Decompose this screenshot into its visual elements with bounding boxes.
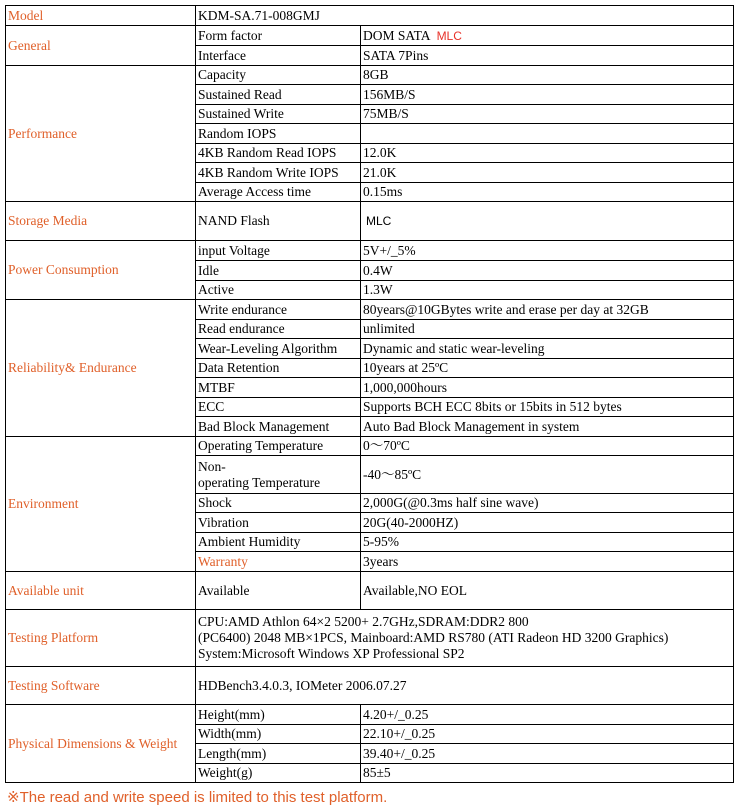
spec-value: Dynamic and static wear-leveling xyxy=(361,339,734,359)
spec-value xyxy=(361,26,734,46)
spec-value: unlimited xyxy=(361,320,734,339)
row-input-voltage xyxy=(6,241,734,261)
row-testing-software xyxy=(6,667,734,705)
category-model: Model xyxy=(6,6,196,26)
row-operating-temp xyxy=(6,437,734,456)
spec-label: Interface xyxy=(196,46,361,66)
category-testing-platform: Testing Platform xyxy=(6,610,196,667)
row-testing-platform xyxy=(6,610,734,667)
spec-label: Bad Block Management xyxy=(196,417,361,437)
row-height xyxy=(6,705,734,725)
spec-label: Sustained Read xyxy=(196,85,361,105)
spec-value: 1,000,000hours xyxy=(361,378,734,398)
spec-table xyxy=(5,5,734,783)
platform-line: (PC6400) 2048 MB×1PCS, Mainboard:AMD RS780 (ATI Radeon HD 3200 Graphics) xyxy=(198,630,669,645)
spec-value xyxy=(361,202,734,241)
spec-value: 8GB xyxy=(361,66,734,85)
nonop-label-line2: operating Temperature xyxy=(198,474,321,490)
spec-label: Random IOPS xyxy=(196,124,361,144)
spec-label: Capacity xyxy=(196,66,361,85)
spec-value: -40～85ºC xyxy=(361,456,734,494)
row-write-endurance xyxy=(6,300,734,320)
spec-value xyxy=(361,124,734,144)
spec-value: 4.20+/_0.25 xyxy=(361,705,734,725)
spec-value: 21.0K xyxy=(361,163,734,183)
spec-label: Shock xyxy=(196,494,361,513)
spec-label: Vibration xyxy=(196,513,361,533)
category-power: Power Consumption xyxy=(6,241,196,300)
platform-line: System:Microsoft Windows XP Professional SP2 xyxy=(198,646,465,661)
row-storage-media xyxy=(6,202,734,241)
spec-label: 4KB Random Read IOPS xyxy=(196,144,361,163)
mlc-tag: MLC xyxy=(436,28,462,43)
spec-value: Supports BCH ECC 8bits or 15bits in 512 bytes xyxy=(361,398,734,417)
spec-label: Idle xyxy=(196,261,361,281)
spec-label: MTBF xyxy=(196,378,361,398)
spec-label: Read endurance xyxy=(196,320,361,339)
spec-value: 0.4W xyxy=(361,261,734,281)
spec-value: 0～70ºC xyxy=(361,437,734,456)
warranty-value: 3years xyxy=(361,552,734,572)
spec-value: Available,NO EOL xyxy=(361,572,734,610)
platform-line: CPU:AMD Athlon 64×2 5200+ 2.7GHz,SDRAM:DDR2 800 xyxy=(198,614,529,629)
footnote: ※The read and write speed is limited to this test platform. xyxy=(7,789,388,806)
spec-label: Average Access time xyxy=(196,183,361,202)
category-storage-media: Storage Media xyxy=(6,202,196,241)
category-performance: Performance xyxy=(6,66,196,202)
category-available-unit: Available unit xyxy=(6,572,196,610)
category-general: General xyxy=(6,26,196,66)
spec-label xyxy=(196,456,361,494)
spec-label: Available xyxy=(196,572,361,610)
spec-label: input Voltage xyxy=(196,241,361,261)
spec-label: Data Retention xyxy=(196,359,361,378)
spec-value: 22.10+/_0.25 xyxy=(361,725,734,744)
category-warranty: Warranty xyxy=(196,552,361,572)
category-testing-software: Testing Software xyxy=(6,667,196,705)
spec-value: 2,000G(@0.3ms half sine wave) xyxy=(361,494,734,513)
spec-label: Active xyxy=(196,281,361,300)
spec-value: 80years@10GBytes write and erase per day at 32GB xyxy=(361,300,734,320)
spec-label: Length(mm) xyxy=(196,744,361,764)
spec-value: 0.15ms xyxy=(361,183,734,202)
spec-value: 156MB/S xyxy=(361,85,734,105)
spec-value: 20G(40-2000HZ) xyxy=(361,513,734,533)
spec-label: Form factor xyxy=(196,26,361,46)
row-available xyxy=(6,572,734,610)
category-reliability: Reliability& Endurance xyxy=(6,300,196,437)
spec-label: Ambient Humidity xyxy=(196,533,361,552)
spec-label: Sustained Write xyxy=(196,105,361,124)
spec-value: Auto Bad Block Management in system xyxy=(361,417,734,437)
spec-value: 85±5 xyxy=(361,764,734,783)
row-capacity xyxy=(6,66,734,85)
spec-value: 1.3W xyxy=(361,281,734,300)
testing-software-value: HDBench3.4.0.3, IOMeter 2006.07.27 xyxy=(196,667,734,705)
spec-label: Wear-Leveling Algorithm xyxy=(196,339,361,359)
category-environment: Environment xyxy=(6,437,196,572)
spec-label: Height(mm) xyxy=(196,705,361,725)
spec-label: Operating Temperature xyxy=(196,437,361,456)
spec-value: 5V+/_5% xyxy=(361,241,734,261)
spec-value: 39.40+/_0.25 xyxy=(361,744,734,764)
nand-type-value: MLC xyxy=(366,214,392,228)
spec-value: SATA 7Pins xyxy=(361,46,734,66)
spec-value: 10years at 25ºC xyxy=(361,359,734,378)
nonop-label-line1: Non- xyxy=(198,458,226,474)
spec-value: 5-95% xyxy=(361,533,734,552)
spec-label: 4KB Random Write IOPS xyxy=(196,163,361,183)
testing-platform-value xyxy=(196,610,734,667)
category-dimensions: Physical Dimensions & Weight xyxy=(6,705,196,783)
spec-sheet xyxy=(5,5,733,783)
spec-label: Write endurance xyxy=(196,300,361,320)
spec-label: Width(mm) xyxy=(196,725,361,744)
row-form-factor xyxy=(6,26,734,46)
spec-label: NAND Flash xyxy=(196,202,361,241)
spec-value: 75MB/S xyxy=(361,105,734,124)
spec-value: 12.0K xyxy=(361,144,734,163)
form-factor-value: DOM SATA xyxy=(363,27,431,43)
spec-label: Weight(g) xyxy=(196,764,361,783)
model-value: KDM-SA.71-008GMJ xyxy=(196,6,734,26)
row-model xyxy=(6,6,734,26)
spec-label: ECC xyxy=(196,398,361,417)
